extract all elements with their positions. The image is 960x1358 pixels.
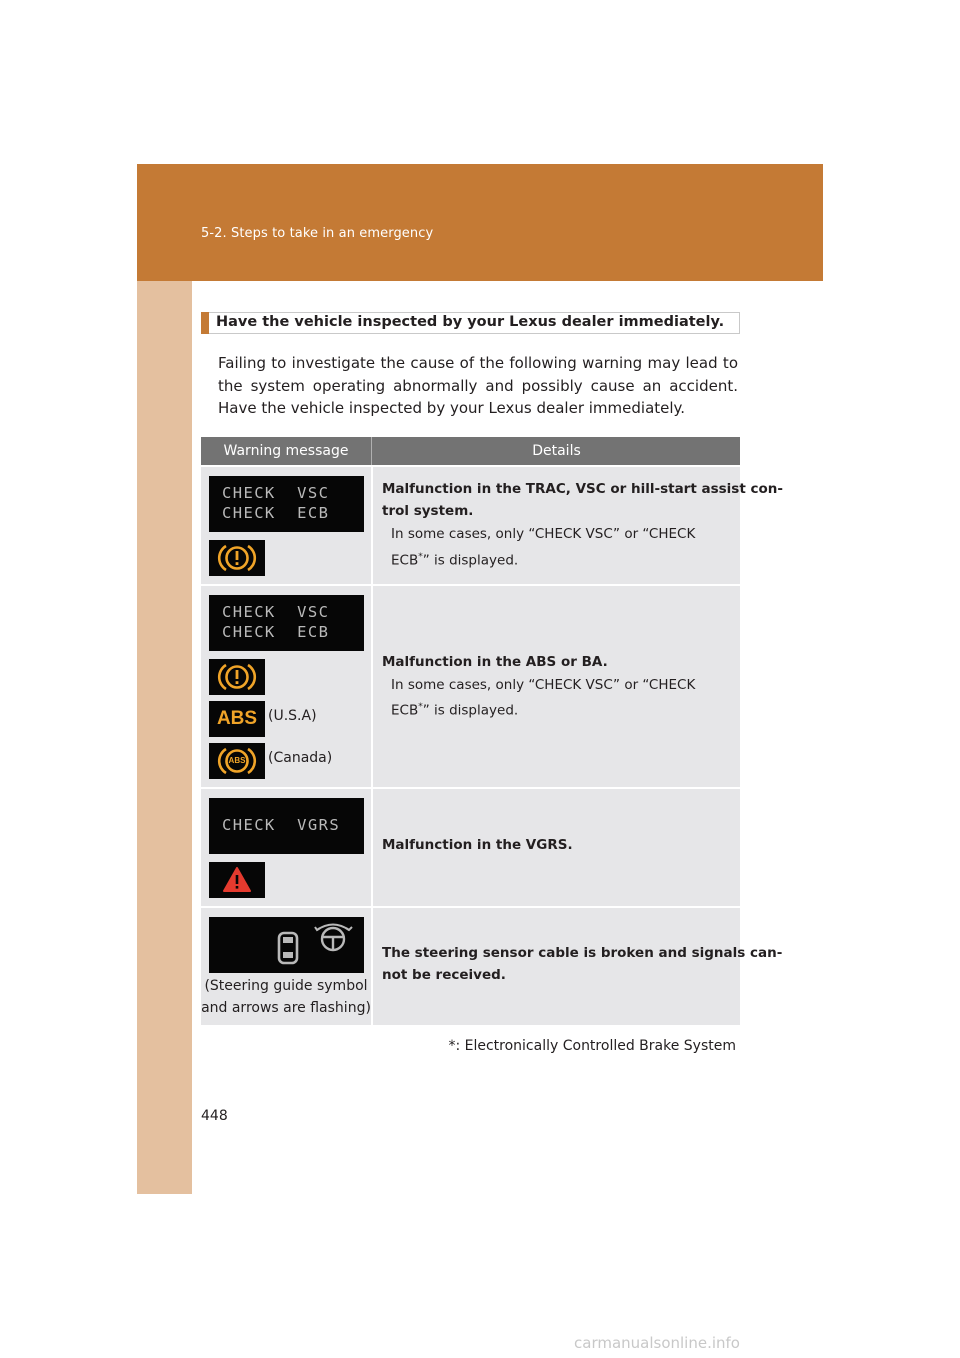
- table-row-3-details: [373, 789, 740, 906]
- lcd-display: [209, 798, 364, 854]
- abs-small-label: ABS: [228, 756, 246, 765]
- detail-note: In some cases, only “CHECK VSC” or “CHECK: [391, 677, 696, 693]
- table-row-1-warning: [201, 467, 371, 584]
- detail-text: The steering sensor cable is broken and signals can-: [382, 945, 783, 961]
- table-row-1-details: [373, 467, 783, 584]
- table-row-2-warning: [201, 586, 371, 787]
- table-header: [201, 437, 740, 465]
- steering-guide-display: [209, 917, 364, 973]
- detail-text: Malfunction in the ABS or BA.: [382, 654, 608, 670]
- table-row-2-details: [373, 586, 740, 787]
- detail-text: not be received.: [382, 967, 506, 983]
- column-header-warning: Warning message: [223, 443, 349, 459]
- section-title: 5-2. Steps to take in an emergency: [201, 226, 434, 241]
- brake-warning-icon: [209, 659, 265, 695]
- car-top-icon: [279, 933, 297, 963]
- abs-warning-icon: [209, 701, 265, 737]
- intro-paragraph: Failing to investigate the cause of the following warning may lead to the system operating abnormally and possibly cause an accident. Have the vehicle inspected by your Lexus dealer immediately.: [218, 354, 738, 417]
- side-band: [137, 281, 192, 1194]
- table-row-4-warning: [201, 908, 371, 1025]
- watermark: carmanualsonline.info: [574, 1334, 740, 1352]
- heading: Have the vehicle inspected by your Lexus dealer immediately.: [216, 314, 725, 330]
- note-suffix: ” is displayed.: [422, 552, 519, 569]
- abs-label: ABS: [216, 708, 258, 729]
- detail-note: [391, 696, 518, 722]
- heading-accent: [201, 312, 209, 334]
- detail-note: In some cases, only “CHECK VSC” or “CHECK: [391, 526, 696, 542]
- caption-canada: (Canada): [268, 750, 333, 766]
- detail-note: [391, 546, 518, 572]
- header-band: [137, 164, 823, 281]
- detail-text: Malfunction in the VGRS.: [382, 837, 573, 853]
- lcd-line: CHECK ECB: [222, 623, 330, 641]
- brake-warning-icon: [209, 540, 265, 576]
- column-header-details: Details: [532, 443, 581, 459]
- lcd-line: CHECK VGRS: [222, 816, 341, 834]
- detail-text: trol system.: [382, 503, 474, 519]
- lcd-line: CHECK VSC: [222, 603, 330, 621]
- lcd-display: [209, 595, 364, 651]
- footnote-mark: *: [418, 552, 423, 562]
- steering-wheel-icon: [315, 925, 352, 951]
- caption-usa: (U.S.A): [268, 708, 317, 724]
- master-warning-icon: [209, 862, 265, 898]
- note-prefix: ECB: [391, 552, 419, 569]
- page-number: 448: [201, 1108, 228, 1124]
- lcd-line: CHECK VSC: [222, 484, 330, 502]
- header-divider: [371, 437, 372, 465]
- detail-text: Malfunction in the TRAC, VSC or hill-start assist con-: [382, 481, 783, 497]
- abs-warning-icon: [209, 743, 265, 779]
- footnote-mark: *: [418, 702, 423, 712]
- table-row-3-warning: [201, 789, 371, 906]
- lcd-line: CHECK ECB: [222, 504, 330, 522]
- note-prefix: ECB: [391, 702, 419, 719]
- note-suffix: ” is displayed.: [422, 702, 519, 719]
- table-row-4-details: [373, 908, 783, 1025]
- footnote: *: Electronically Controlled Brake System: [448, 1038, 736, 1054]
- caption-line: and arrows are flashing): [201, 1000, 371, 1016]
- lcd-display: [209, 476, 364, 532]
- caption-line: (Steering guide symbol: [204, 978, 368, 994]
